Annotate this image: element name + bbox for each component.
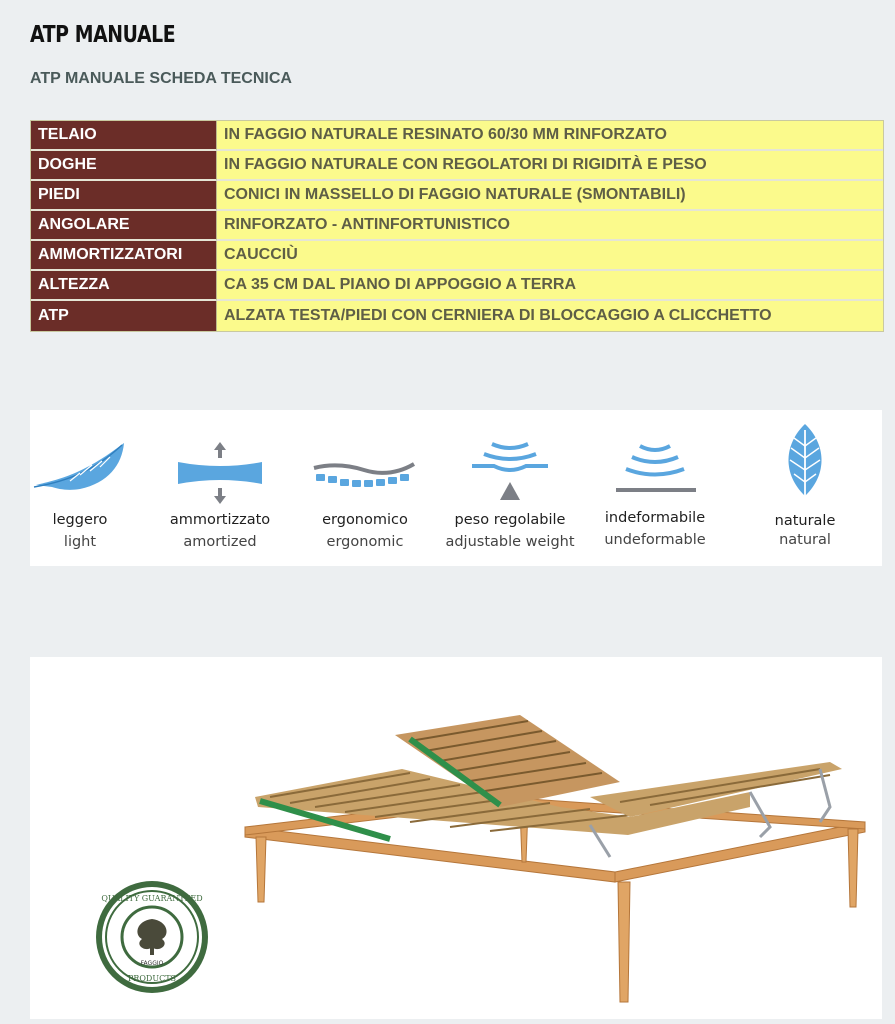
spec-label: ATP <box>31 301 217 331</box>
bed-frame-illustration <box>30 657 882 1019</box>
table-row <box>31 211 883 241</box>
spec-value: CA 35 CM DAL PIANO DI APPOGGIO A TERRA <box>217 271 883 301</box>
adjustable-weight-icon <box>440 438 580 508</box>
feature-light <box>30 410 130 566</box>
spec-value: CAUCCIÙ <box>217 241 883 271</box>
spec-value: CONICI IN MASSELLO DI FAGGIO NATURALE (SMONTABILI) <box>217 181 883 211</box>
shock-absorber-icon <box>160 440 280 510</box>
spec-label: ANGOLARE <box>31 211 217 241</box>
spec-value: ALZATA TESTA/PIEDI CON CERNIERA DI BLOCCAGGIO A CLICCHETTO <box>217 301 883 331</box>
table-row <box>31 181 883 211</box>
feature-label-it: naturale <box>774 513 836 529</box>
feature-adjustable-weight <box>440 410 580 566</box>
table-row <box>31 301 883 331</box>
feature-label-en: ergonomic <box>326 534 404 550</box>
spec-label: TELAIO <box>31 121 217 151</box>
feature-label-it: peso regolabile <box>454 512 566 528</box>
seal-mid-text: FAGGIO <box>140 960 164 967</box>
feature-label-en: light <box>63 534 97 550</box>
page-subtitle: ATP MANUALE SCHEDA TECNICA <box>30 70 292 87</box>
spec-label: PIEDI <box>31 181 217 211</box>
table-row <box>31 121 883 151</box>
seal-top-text: QUALITY GUARANTEED <box>101 894 203 903</box>
leaf-icon <box>750 422 860 506</box>
product-photo <box>30 657 882 1019</box>
spec-label: ALTEZZA <box>31 271 217 301</box>
feature-label-en: undeformable <box>604 532 706 548</box>
table-row <box>31 271 883 301</box>
quality-seal <box>96 881 208 993</box>
feature-natural <box>750 410 860 566</box>
table-row <box>31 151 883 181</box>
spec-value: IN FAGGIO NATURALE CON REGOLATORI DI RIGIDITÀ E PESO <box>217 151 883 181</box>
feature-label-en: adjustable weight <box>445 534 575 550</box>
feature-label-en: amortized <box>183 534 257 550</box>
feature-label-it: indeformabile <box>604 510 706 526</box>
table-row <box>31 241 883 271</box>
feature-label-it: ergonomico <box>322 512 408 528</box>
feature-label-it: ammortizzato <box>169 512 271 528</box>
ergonomic-icon <box>310 452 420 512</box>
feather-icon <box>30 435 130 505</box>
spec-value: RINFORZATO - ANTINFORTUNISTICO <box>217 211 883 241</box>
spec-value: IN FAGGIO NATURALE RESINATO 60/30 MM RINFORZATO <box>217 121 883 151</box>
undeformable-icon <box>590 440 720 500</box>
page-title: ATP MANUALE <box>30 22 176 48</box>
feature-label-en: natural <box>779 532 831 548</box>
spec-label: DOGHE <box>31 151 217 181</box>
feature-label-it: leggero <box>52 512 108 528</box>
feature-undeformable <box>590 410 720 566</box>
features-panel <box>30 410 882 566</box>
feature-ergonomic <box>310 410 420 566</box>
seal-bottom-text: PRODUCTS <box>127 974 177 983</box>
spec-label: AMMORTIZZATORI <box>31 241 217 271</box>
feature-amortized <box>160 410 280 566</box>
spec-table <box>30 120 884 332</box>
